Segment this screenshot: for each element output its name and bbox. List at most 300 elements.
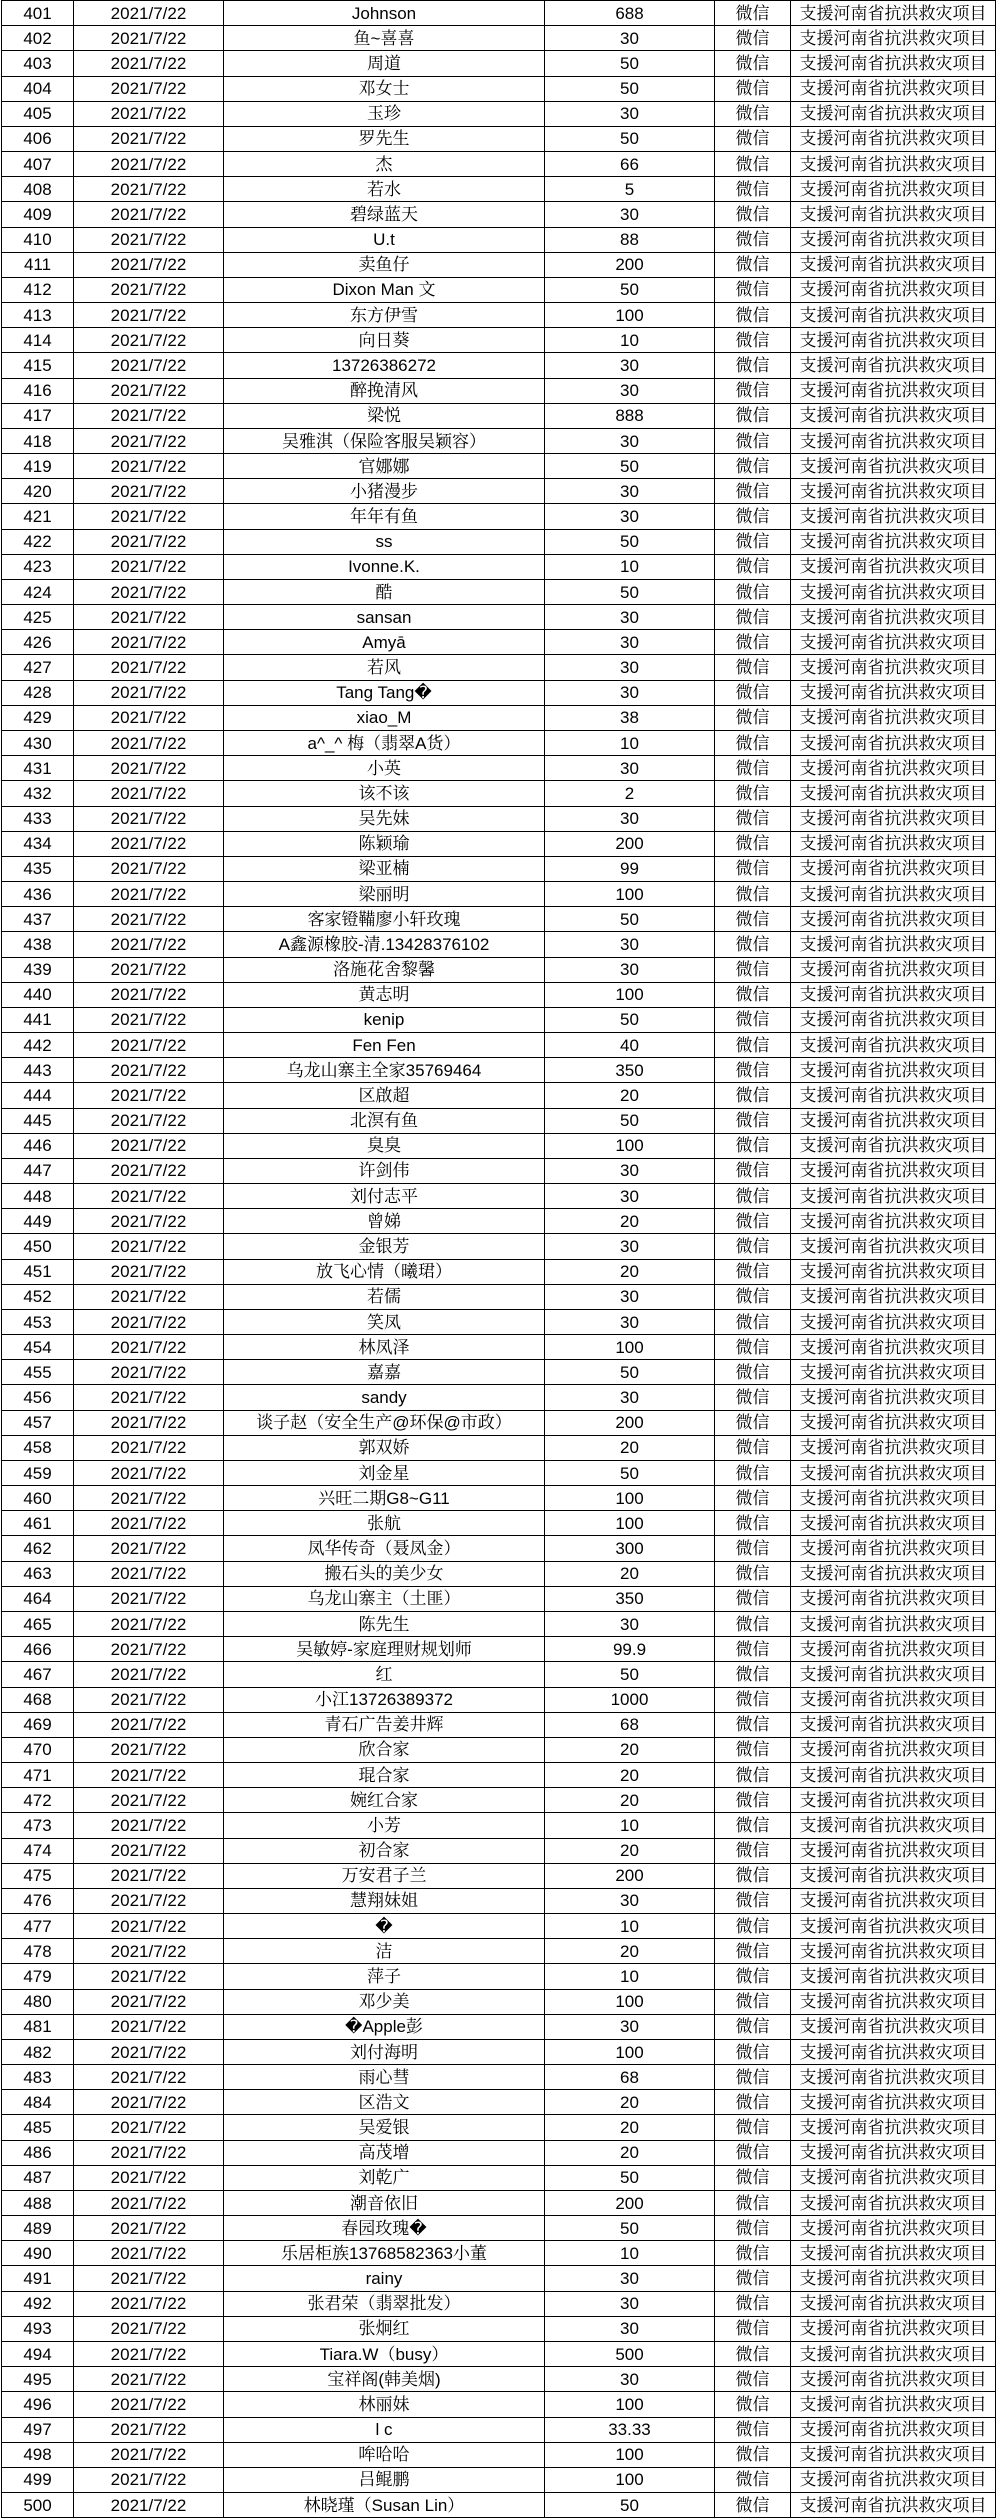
payment-channel-cell: 微信 — [715, 1763, 791, 1788]
table-row — [2, 2493, 996, 2518]
table-row — [2, 2316, 996, 2341]
date-cell: 2021/7/22 — [74, 1108, 224, 1133]
amount-cell: 20 — [545, 2140, 715, 2165]
date-cell: 2021/7/22 — [74, 1335, 224, 1360]
project-cell: 支援河南省抗洪救灾项目 — [791, 1209, 996, 1234]
row-number-cell: 463 — [2, 1561, 74, 1586]
table-row — [2, 51, 996, 76]
project-cell: 支援河南省抗洪救灾项目 — [791, 2493, 996, 2518]
donor-name-cell: 郭双娇 — [224, 1435, 545, 1460]
donor-name-cell: 若风 — [224, 655, 545, 680]
donor-name-cell: 洁 — [224, 1939, 545, 1964]
row-number-cell: 421 — [2, 504, 74, 529]
donor-name-cell: 陈颖瑜 — [224, 831, 545, 856]
amount-cell: 99.9 — [545, 1637, 715, 1662]
date-cell: 2021/7/22 — [74, 1662, 224, 1687]
donor-name-cell: 搬石头的美少女 — [224, 1561, 545, 1586]
date-cell: 2021/7/22 — [74, 1888, 224, 1913]
project-cell: 支援河南省抗洪救灾项目 — [791, 605, 996, 630]
row-number-cell: 465 — [2, 1612, 74, 1637]
project-cell: 支援河南省抗洪救灾项目 — [791, 1259, 996, 1284]
date-cell: 2021/7/22 — [74, 2241, 224, 2266]
row-number-cell: 405 — [2, 101, 74, 126]
table-row — [2, 1, 996, 26]
project-cell: 支援河南省抗洪救灾项目 — [791, 2039, 996, 2064]
amount-cell: 30 — [545, 1888, 715, 1913]
amount-cell: 30 — [545, 1234, 715, 1259]
date-cell: 2021/7/22 — [74, 1838, 224, 1863]
date-cell: 2021/7/22 — [74, 2367, 224, 2392]
date-cell: 2021/7/22 — [74, 152, 224, 177]
date-cell: 2021/7/22 — [74, 1536, 224, 1561]
payment-channel-cell: 微信 — [715, 1083, 791, 1108]
table-row — [2, 1184, 996, 1209]
amount-cell: 200 — [545, 2190, 715, 2215]
row-number-cell: 407 — [2, 152, 74, 177]
amount-cell: 100 — [545, 1133, 715, 1158]
row-number-cell: 460 — [2, 1486, 74, 1511]
project-cell: 支援河南省抗洪救灾项目 — [791, 907, 996, 932]
date-cell: 2021/7/22 — [74, 1284, 224, 1309]
donor-name-cell: sansan — [224, 605, 545, 630]
date-cell: 2021/7/22 — [74, 2115, 224, 2140]
payment-channel-cell: 微信 — [715, 2115, 791, 2140]
row-number-cell: 437 — [2, 907, 74, 932]
payment-channel-cell: 微信 — [715, 655, 791, 680]
donor-name-cell: 兴旺二期G8~G11 — [224, 1486, 545, 1511]
date-cell: 2021/7/22 — [74, 1939, 224, 1964]
row-number-cell: 436 — [2, 882, 74, 907]
amount-cell: 10 — [545, 554, 715, 579]
row-number-cell: 462 — [2, 1536, 74, 1561]
row-number-cell: 406 — [2, 126, 74, 151]
row-number-cell: 411 — [2, 252, 74, 277]
date-cell: 2021/7/22 — [74, 227, 224, 252]
amount-cell: 30 — [545, 932, 715, 957]
date-cell: 2021/7/22 — [74, 2014, 224, 2039]
project-cell: 支援河南省抗洪救灾项目 — [791, 1083, 996, 1108]
row-number-cell: 452 — [2, 1284, 74, 1309]
payment-channel-cell: 微信 — [715, 605, 791, 630]
project-cell: 支援河南省抗洪救灾项目 — [791, 1309, 996, 1334]
row-number-cell: 490 — [2, 2241, 74, 2266]
row-number-cell: 464 — [2, 1586, 74, 1611]
date-cell: 2021/7/22 — [74, 957, 224, 982]
row-number-cell: 493 — [2, 2316, 74, 2341]
donor-name-cell: 吴爱银 — [224, 2115, 545, 2140]
table-row — [2, 1133, 996, 1158]
donor-name-cell: 许剑伟 — [224, 1158, 545, 1183]
amount-cell: 30 — [545, 26, 715, 51]
payment-channel-cell: 微信 — [715, 630, 791, 655]
amount-cell: 20 — [545, 1209, 715, 1234]
row-number-cell: 488 — [2, 2190, 74, 2215]
project-cell: 支援河南省抗洪救灾项目 — [791, 932, 996, 957]
donor-name-cell: 万安君子兰 — [224, 1863, 545, 1888]
donor-name-cell: 潮音依旧 — [224, 2190, 545, 2215]
donor-name-cell: 金银芳 — [224, 1234, 545, 1259]
row-number-cell: 473 — [2, 1813, 74, 1838]
donor-name-cell: 红 — [224, 1662, 545, 1687]
payment-channel-cell: 微信 — [715, 1712, 791, 1737]
amount-cell: 10 — [545, 328, 715, 353]
project-cell: 支援河南省抗洪救灾项目 — [791, 856, 996, 881]
donor-name-cell: 初合家 — [224, 1838, 545, 1863]
donor-name-cell: Ivonne.K. — [224, 554, 545, 579]
table-row — [2, 1662, 996, 1687]
row-number-cell: 435 — [2, 856, 74, 881]
row-number-cell: 431 — [2, 756, 74, 781]
table-row — [2, 1813, 996, 1838]
donor-name-cell: a^_^ 梅（翡翠A货） — [224, 730, 545, 755]
amount-cell: 68 — [545, 1712, 715, 1737]
payment-channel-cell: 微信 — [715, 202, 791, 227]
row-number-cell: 471 — [2, 1763, 74, 1788]
payment-channel-cell: 微信 — [715, 2241, 791, 2266]
project-cell: 支援河南省抗洪救灾项目 — [791, 1511, 996, 1536]
row-number-cell: 479 — [2, 1964, 74, 1989]
table-row — [2, 2241, 996, 2266]
payment-channel-cell: 微信 — [715, 554, 791, 579]
date-cell: 2021/7/22 — [74, 2065, 224, 2090]
table-row — [2, 2065, 996, 2090]
payment-channel-cell: 微信 — [715, 1184, 791, 1209]
table-row — [2, 2165, 996, 2190]
donor-name-cell: 嘉嘉 — [224, 1360, 545, 1385]
project-cell: 支援河南省抗洪救灾项目 — [791, 2216, 996, 2241]
payment-channel-cell: 微信 — [715, 454, 791, 479]
row-number-cell: 424 — [2, 579, 74, 604]
project-cell: 支援河南省抗洪救灾项目 — [791, 1612, 996, 1637]
payment-channel-cell: 微信 — [715, 1284, 791, 1309]
amount-cell: 50 — [545, 2493, 715, 2518]
amount-cell: 30 — [545, 202, 715, 227]
date-cell: 2021/7/22 — [74, 907, 224, 932]
payment-channel-cell: 微信 — [715, 353, 791, 378]
date-cell: 2021/7/22 — [74, 2266, 224, 2291]
project-cell: 支援河南省抗洪救灾项目 — [791, 353, 996, 378]
row-number-cell: 403 — [2, 51, 74, 76]
donor-name-cell: 哞哈哈 — [224, 2442, 545, 2467]
donor-name-cell: 张航 — [224, 1511, 545, 1536]
payment-channel-cell: 微信 — [715, 781, 791, 806]
donor-name-cell: 若儒 — [224, 1284, 545, 1309]
row-number-cell: 486 — [2, 2140, 74, 2165]
table-row — [2, 1687, 996, 1712]
row-number-cell: 447 — [2, 1158, 74, 1183]
donor-name-cell: � — [224, 1914, 545, 1939]
payment-channel-cell: 微信 — [715, 2140, 791, 2165]
project-cell: 支援河南省抗洪救灾项目 — [791, 756, 996, 781]
amount-cell: 66 — [545, 152, 715, 177]
amount-cell: 200 — [545, 831, 715, 856]
table-row — [2, 1536, 996, 1561]
donor-name-cell: 吴雅淇（保险客服吴颖容） — [224, 428, 545, 453]
donor-name-cell: 梁丽明 — [224, 882, 545, 907]
project-cell: 支援河南省抗洪救灾项目 — [791, 831, 996, 856]
table-row — [2, 2291, 996, 2316]
project-cell: 支援河南省抗洪救灾项目 — [791, 1712, 996, 1737]
table-row — [2, 2392, 996, 2417]
row-number-cell: 409 — [2, 202, 74, 227]
row-number-cell: 434 — [2, 831, 74, 856]
donor-name-cell: 婉红合家 — [224, 1788, 545, 1813]
row-number-cell: 497 — [2, 2417, 74, 2442]
payment-channel-cell: 微信 — [715, 2341, 791, 2366]
row-number-cell: 441 — [2, 1007, 74, 1032]
amount-cell: 50 — [545, 51, 715, 76]
row-number-cell: 414 — [2, 328, 74, 353]
project-cell: 支援河南省抗洪救灾项目 — [791, 1838, 996, 1863]
project-cell: 支援河南省抗洪救灾项目 — [791, 730, 996, 755]
table-row — [2, 2014, 996, 2039]
payment-channel-cell: 微信 — [715, 2014, 791, 2039]
project-cell: 支援河南省抗洪救灾项目 — [791, 2392, 996, 2417]
donor-name-cell: Tiara.W（busy） — [224, 2341, 545, 2366]
payment-channel-cell: 微信 — [715, 303, 791, 328]
payment-channel-cell: 微信 — [715, 1586, 791, 1611]
donor-name-cell: 刘金星 — [224, 1460, 545, 1485]
row-number-cell: 495 — [2, 2367, 74, 2392]
project-cell: 支援河南省抗洪救灾项目 — [791, 1007, 996, 1032]
project-cell: 支援河南省抗洪救灾项目 — [791, 1108, 996, 1133]
project-cell: 支援河南省抗洪救灾项目 — [791, 630, 996, 655]
row-number-cell: 415 — [2, 353, 74, 378]
table-row — [2, 1410, 996, 1435]
row-number-cell: 429 — [2, 705, 74, 730]
donor-name-cell: 高茂增 — [224, 2140, 545, 2165]
donor-name-cell: 鱼~喜喜 — [224, 26, 545, 51]
project-cell: 支援河南省抗洪救灾项目 — [791, 1561, 996, 1586]
amount-cell: 50 — [545, 2216, 715, 2241]
project-cell: 支援河南省抗洪救灾项目 — [791, 1813, 996, 1838]
date-cell: 2021/7/22 — [74, 353, 224, 378]
table-row — [2, 378, 996, 403]
payment-channel-cell: 微信 — [715, 2065, 791, 2090]
amount-cell: 20 — [545, 1763, 715, 1788]
row-number-cell: 422 — [2, 529, 74, 554]
amount-cell: 20 — [545, 2090, 715, 2115]
amount-cell: 20 — [545, 1435, 715, 1460]
donor-name-cell: 刘乾广 — [224, 2165, 545, 2190]
date-cell: 2021/7/22 — [74, 303, 224, 328]
date-cell: 2021/7/22 — [74, 831, 224, 856]
row-number-cell: 469 — [2, 1712, 74, 1737]
project-cell: 支援河南省抗洪救灾项目 — [791, 2467, 996, 2492]
date-cell: 2021/7/22 — [74, 630, 224, 655]
project-cell: 支援河南省抗洪救灾项目 — [791, 2165, 996, 2190]
amount-cell: 50 — [545, 2165, 715, 2190]
payment-channel-cell: 微信 — [715, 1612, 791, 1637]
amount-cell: 50 — [545, 529, 715, 554]
date-cell: 2021/7/22 — [74, 2039, 224, 2064]
donor-name-cell: ss — [224, 529, 545, 554]
amount-cell: 40 — [545, 1033, 715, 1058]
payment-channel-cell: 微信 — [715, 680, 791, 705]
project-cell: 支援河南省抗洪救灾项目 — [791, 26, 996, 51]
payment-channel-cell: 微信 — [715, 1838, 791, 1863]
project-cell: 支援河南省抗洪救灾项目 — [791, 1586, 996, 1611]
donor-name-cell: 小猪漫步 — [224, 479, 545, 504]
donor-name-cell: rainy — [224, 2266, 545, 2291]
project-cell: 支援河南省抗洪救灾项目 — [791, 2291, 996, 2316]
table-row — [2, 781, 996, 806]
amount-cell: 350 — [545, 1586, 715, 1611]
project-cell: 支援河南省抗洪救灾项目 — [791, 1033, 996, 1058]
payment-channel-cell: 微信 — [715, 1662, 791, 1687]
table-row — [2, 403, 996, 428]
table-row — [2, 630, 996, 655]
payment-channel-cell: 微信 — [715, 1914, 791, 1939]
amount-cell: 50 — [545, 76, 715, 101]
table-row — [2, 2115, 996, 2140]
project-cell: 支援河南省抗洪救灾项目 — [791, 1158, 996, 1183]
row-number-cell: 451 — [2, 1259, 74, 1284]
table-row — [2, 1435, 996, 1460]
project-cell: 支援河南省抗洪救灾项目 — [791, 1435, 996, 1460]
row-number-cell: 489 — [2, 2216, 74, 2241]
date-cell: 2021/7/22 — [74, 1763, 224, 1788]
date-cell: 2021/7/22 — [74, 1234, 224, 1259]
donor-name-cell: 年年有鱼 — [224, 504, 545, 529]
payment-channel-cell: 微信 — [715, 1989, 791, 2014]
table-row — [2, 2367, 996, 2392]
row-number-cell: 458 — [2, 1435, 74, 1460]
table-row — [2, 1586, 996, 1611]
donor-name-cell: 玉珍 — [224, 101, 545, 126]
donor-name-cell: 刘付海明 — [224, 2039, 545, 2064]
table-row — [2, 2140, 996, 2165]
donation-table — [1, 0, 996, 2518]
amount-cell: 30 — [545, 1284, 715, 1309]
donor-name-cell: 酷 — [224, 579, 545, 604]
amount-cell: 100 — [545, 1486, 715, 1511]
donor-name-cell: 官娜娜 — [224, 454, 545, 479]
project-cell: 支援河南省抗洪救灾项目 — [791, 1536, 996, 1561]
amount-cell: 50 — [545, 1662, 715, 1687]
amount-cell: 30 — [545, 353, 715, 378]
amount-cell: 50 — [545, 277, 715, 302]
date-cell: 2021/7/22 — [74, 328, 224, 353]
amount-cell: 30 — [545, 630, 715, 655]
payment-channel-cell: 微信 — [715, 126, 791, 151]
payment-channel-cell: 微信 — [715, 756, 791, 781]
table-row — [2, 680, 996, 705]
amount-cell: 10 — [545, 2241, 715, 2266]
row-number-cell: 496 — [2, 2392, 74, 2417]
amount-cell: 30 — [545, 655, 715, 680]
table-row — [2, 1737, 996, 1762]
donor-name-cell: 笑凤 — [224, 1309, 545, 1334]
date-cell: 2021/7/22 — [74, 1813, 224, 1838]
donor-name-cell: 北溟有鱼 — [224, 1108, 545, 1133]
amount-cell: 88 — [545, 227, 715, 252]
project-cell: 支援河南省抗洪救灾项目 — [791, 2341, 996, 2366]
row-number-cell: 438 — [2, 932, 74, 957]
date-cell: 2021/7/22 — [74, 1964, 224, 1989]
amount-cell: 20 — [545, 1561, 715, 1586]
amount-cell: 20 — [545, 2115, 715, 2140]
row-number-cell: 450 — [2, 1234, 74, 1259]
project-cell: 支援河南省抗洪救灾项目 — [791, 177, 996, 202]
table-row — [2, 655, 996, 680]
date-cell: 2021/7/22 — [74, 1309, 224, 1334]
row-number-cell: 466 — [2, 1637, 74, 1662]
amount-cell: 30 — [545, 957, 715, 982]
payment-channel-cell: 微信 — [715, 831, 791, 856]
date-cell: 2021/7/22 — [74, 1209, 224, 1234]
table-row — [2, 428, 996, 453]
donor-name-cell: 曾娣 — [224, 1209, 545, 1234]
project-cell: 支援河南省抗洪救灾项目 — [791, 1234, 996, 1259]
payment-channel-cell: 微信 — [715, 1737, 791, 1762]
project-cell: 支援河南省抗洪救灾项目 — [791, 680, 996, 705]
date-cell: 2021/7/22 — [74, 1360, 224, 1385]
donor-name-cell: 乐居柜族13768582363小董 — [224, 2241, 545, 2266]
amount-cell: 30 — [545, 605, 715, 630]
date-cell: 2021/7/22 — [74, 705, 224, 730]
table-row — [2, 1637, 996, 1662]
payment-channel-cell: 微信 — [715, 1133, 791, 1158]
amount-cell: 200 — [545, 1410, 715, 1435]
project-cell: 支援河南省抗洪救灾项目 — [791, 51, 996, 76]
amount-cell: 100 — [545, 2442, 715, 2467]
table-row — [2, 2216, 996, 2241]
date-cell: 2021/7/22 — [74, 1083, 224, 1108]
amount-cell: 50 — [545, 1007, 715, 1032]
amount-cell: 2 — [545, 781, 715, 806]
payment-channel-cell: 微信 — [715, 1033, 791, 1058]
payment-channel-cell: 微信 — [715, 1939, 791, 1964]
table-row — [2, 1838, 996, 1863]
payment-channel-cell: 微信 — [715, 504, 791, 529]
project-cell: 支援河南省抗洪救灾项目 — [791, 982, 996, 1007]
payment-channel-cell: 微信 — [715, 378, 791, 403]
table-row — [2, 579, 996, 604]
donor-name-cell: 臭臭 — [224, 1133, 545, 1158]
donor-name-cell: 春园玫瑰� — [224, 2216, 545, 2241]
date-cell: 2021/7/22 — [74, 1737, 224, 1762]
payment-channel-cell: 微信 — [715, 1209, 791, 1234]
row-number-cell: 442 — [2, 1033, 74, 1058]
amount-cell: 30 — [545, 2291, 715, 2316]
date-cell: 2021/7/22 — [74, 2341, 224, 2366]
project-cell: 支援河南省抗洪救灾项目 — [791, 882, 996, 907]
row-number-cell: 417 — [2, 403, 74, 428]
donor-name-cell: 小芳 — [224, 1813, 545, 1838]
row-number-cell: 474 — [2, 1838, 74, 1863]
payment-channel-cell: 微信 — [715, 252, 791, 277]
table-row — [2, 1108, 996, 1133]
amount-cell: 30 — [545, 2367, 715, 2392]
donor-name-cell: 欣合家 — [224, 1737, 545, 1762]
donor-name-cell: 邓少美 — [224, 1989, 545, 2014]
date-cell: 2021/7/22 — [74, 504, 224, 529]
payment-channel-cell: 微信 — [715, 1536, 791, 1561]
project-cell: 支援河南省抗洪救灾项目 — [791, 2014, 996, 2039]
row-number-cell: 444 — [2, 1083, 74, 1108]
donor-name-cell: 吴先妹 — [224, 806, 545, 831]
table-row — [2, 26, 996, 51]
payment-channel-cell: 微信 — [715, 1511, 791, 1536]
date-cell: 2021/7/22 — [74, 982, 224, 1007]
amount-cell: 30 — [545, 806, 715, 831]
amount-cell: 688 — [545, 1, 715, 26]
date-cell: 2021/7/22 — [74, 680, 224, 705]
project-cell: 支援河南省抗洪救灾项目 — [791, 1637, 996, 1662]
date-cell: 2021/7/22 — [74, 26, 224, 51]
table-row — [2, 1486, 996, 1511]
